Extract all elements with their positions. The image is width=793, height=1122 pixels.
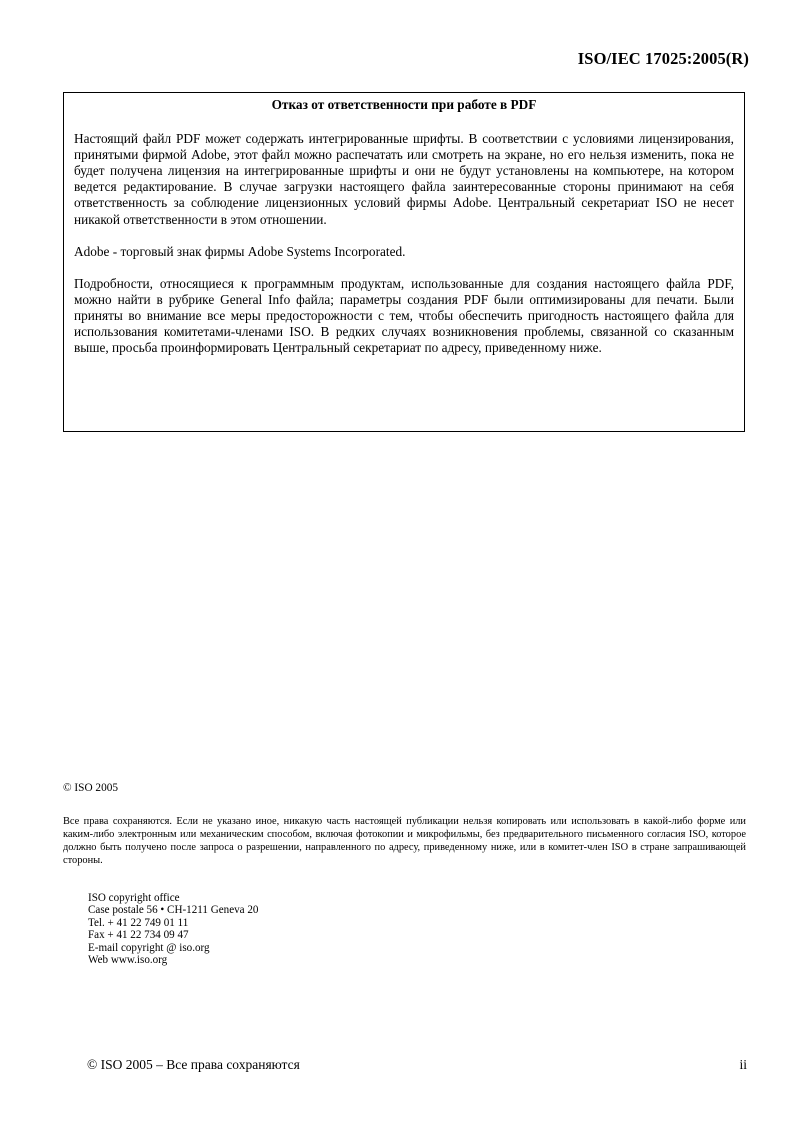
address-email: E-mail copyright @ iso.org xyxy=(88,941,210,954)
disclaimer-paragraph-details: Подробности, относящиеся к программным продуктам, использованные для создания настоящего файла PDF, можно найти в рубрике General Info файла; параметры создания PDF были оптимизированы для печати. Были приняты во внимание все меры предосторожности с тем, чтобы обеспечить пригодность настоящего файла для использования комитетами-членами ISO. В редких случаях возникновения проблемы, связанной со сказанным выше, просьба проинформировать Центральный секретариат по адресу, приведенному ниже. xyxy=(74,275,734,356)
disclaimer-paragraph-trademark: Adobe - торговый знак фирмы Adobe Systems Incorporated. xyxy=(74,243,406,259)
address-tel: Tel. + 41 22 749 01 11 xyxy=(88,916,189,929)
document-code: ISO/IEC 17025:2005(R) xyxy=(577,49,749,68)
page-number: ii xyxy=(739,1057,747,1072)
copyright-notice: © ISO 2005 xyxy=(63,782,119,794)
iso-address-block xyxy=(88,892,258,966)
disclaimer-paragraph-fonts: Настоящий файл PDF может содержать интегрированные шрифты. В соответствии с условиями лицензирования, принятыми фирмой Adobe, этот файл можно распечатать или смотреть на экране, но его нельзя изменить, пока не будет получена лицензия на интегрированные шрифты и они не будут установлены на компьютере, на котором ведется редактирование. В случае загрузки настоящего файла заинтересованные стороны принимают на себя ответственность за соблюдение лицензионных условий фирмы Adobe. Центральный секретариат ISO не несет никакой ответственности в этом отношении. xyxy=(74,131,734,227)
pdf-disclaimer-box xyxy=(63,92,745,432)
address-postal: Case postale 56 • CH-1211 Geneva 20 xyxy=(88,904,259,917)
address-web: Web www.iso.org xyxy=(88,954,168,967)
rights-reserved-text: Все права сохраняются. Если не указано иное, никакую часть настоящей публикации нельзя копировать или использовать в какой-либо форме или каким-либо электронным или механическим способом, включая фотокопии и микрофильмы, без предварительного письменного согласия ISO, которое должно быть получено после запроса о разрешении, направленного по адресу, приведенному ниже, или в комитет-член ISO в стране запрашивающей стороны. xyxy=(63,816,746,867)
disclaimer-title: Отказ от ответственности при работе в PDF xyxy=(271,97,537,112)
address-fax: Fax + 41 22 734 09 47 xyxy=(88,929,189,942)
footer-copyright: © ISO 2005 – Все права сохраняются xyxy=(87,1057,300,1072)
address-office: ISO copyright office xyxy=(88,892,180,904)
